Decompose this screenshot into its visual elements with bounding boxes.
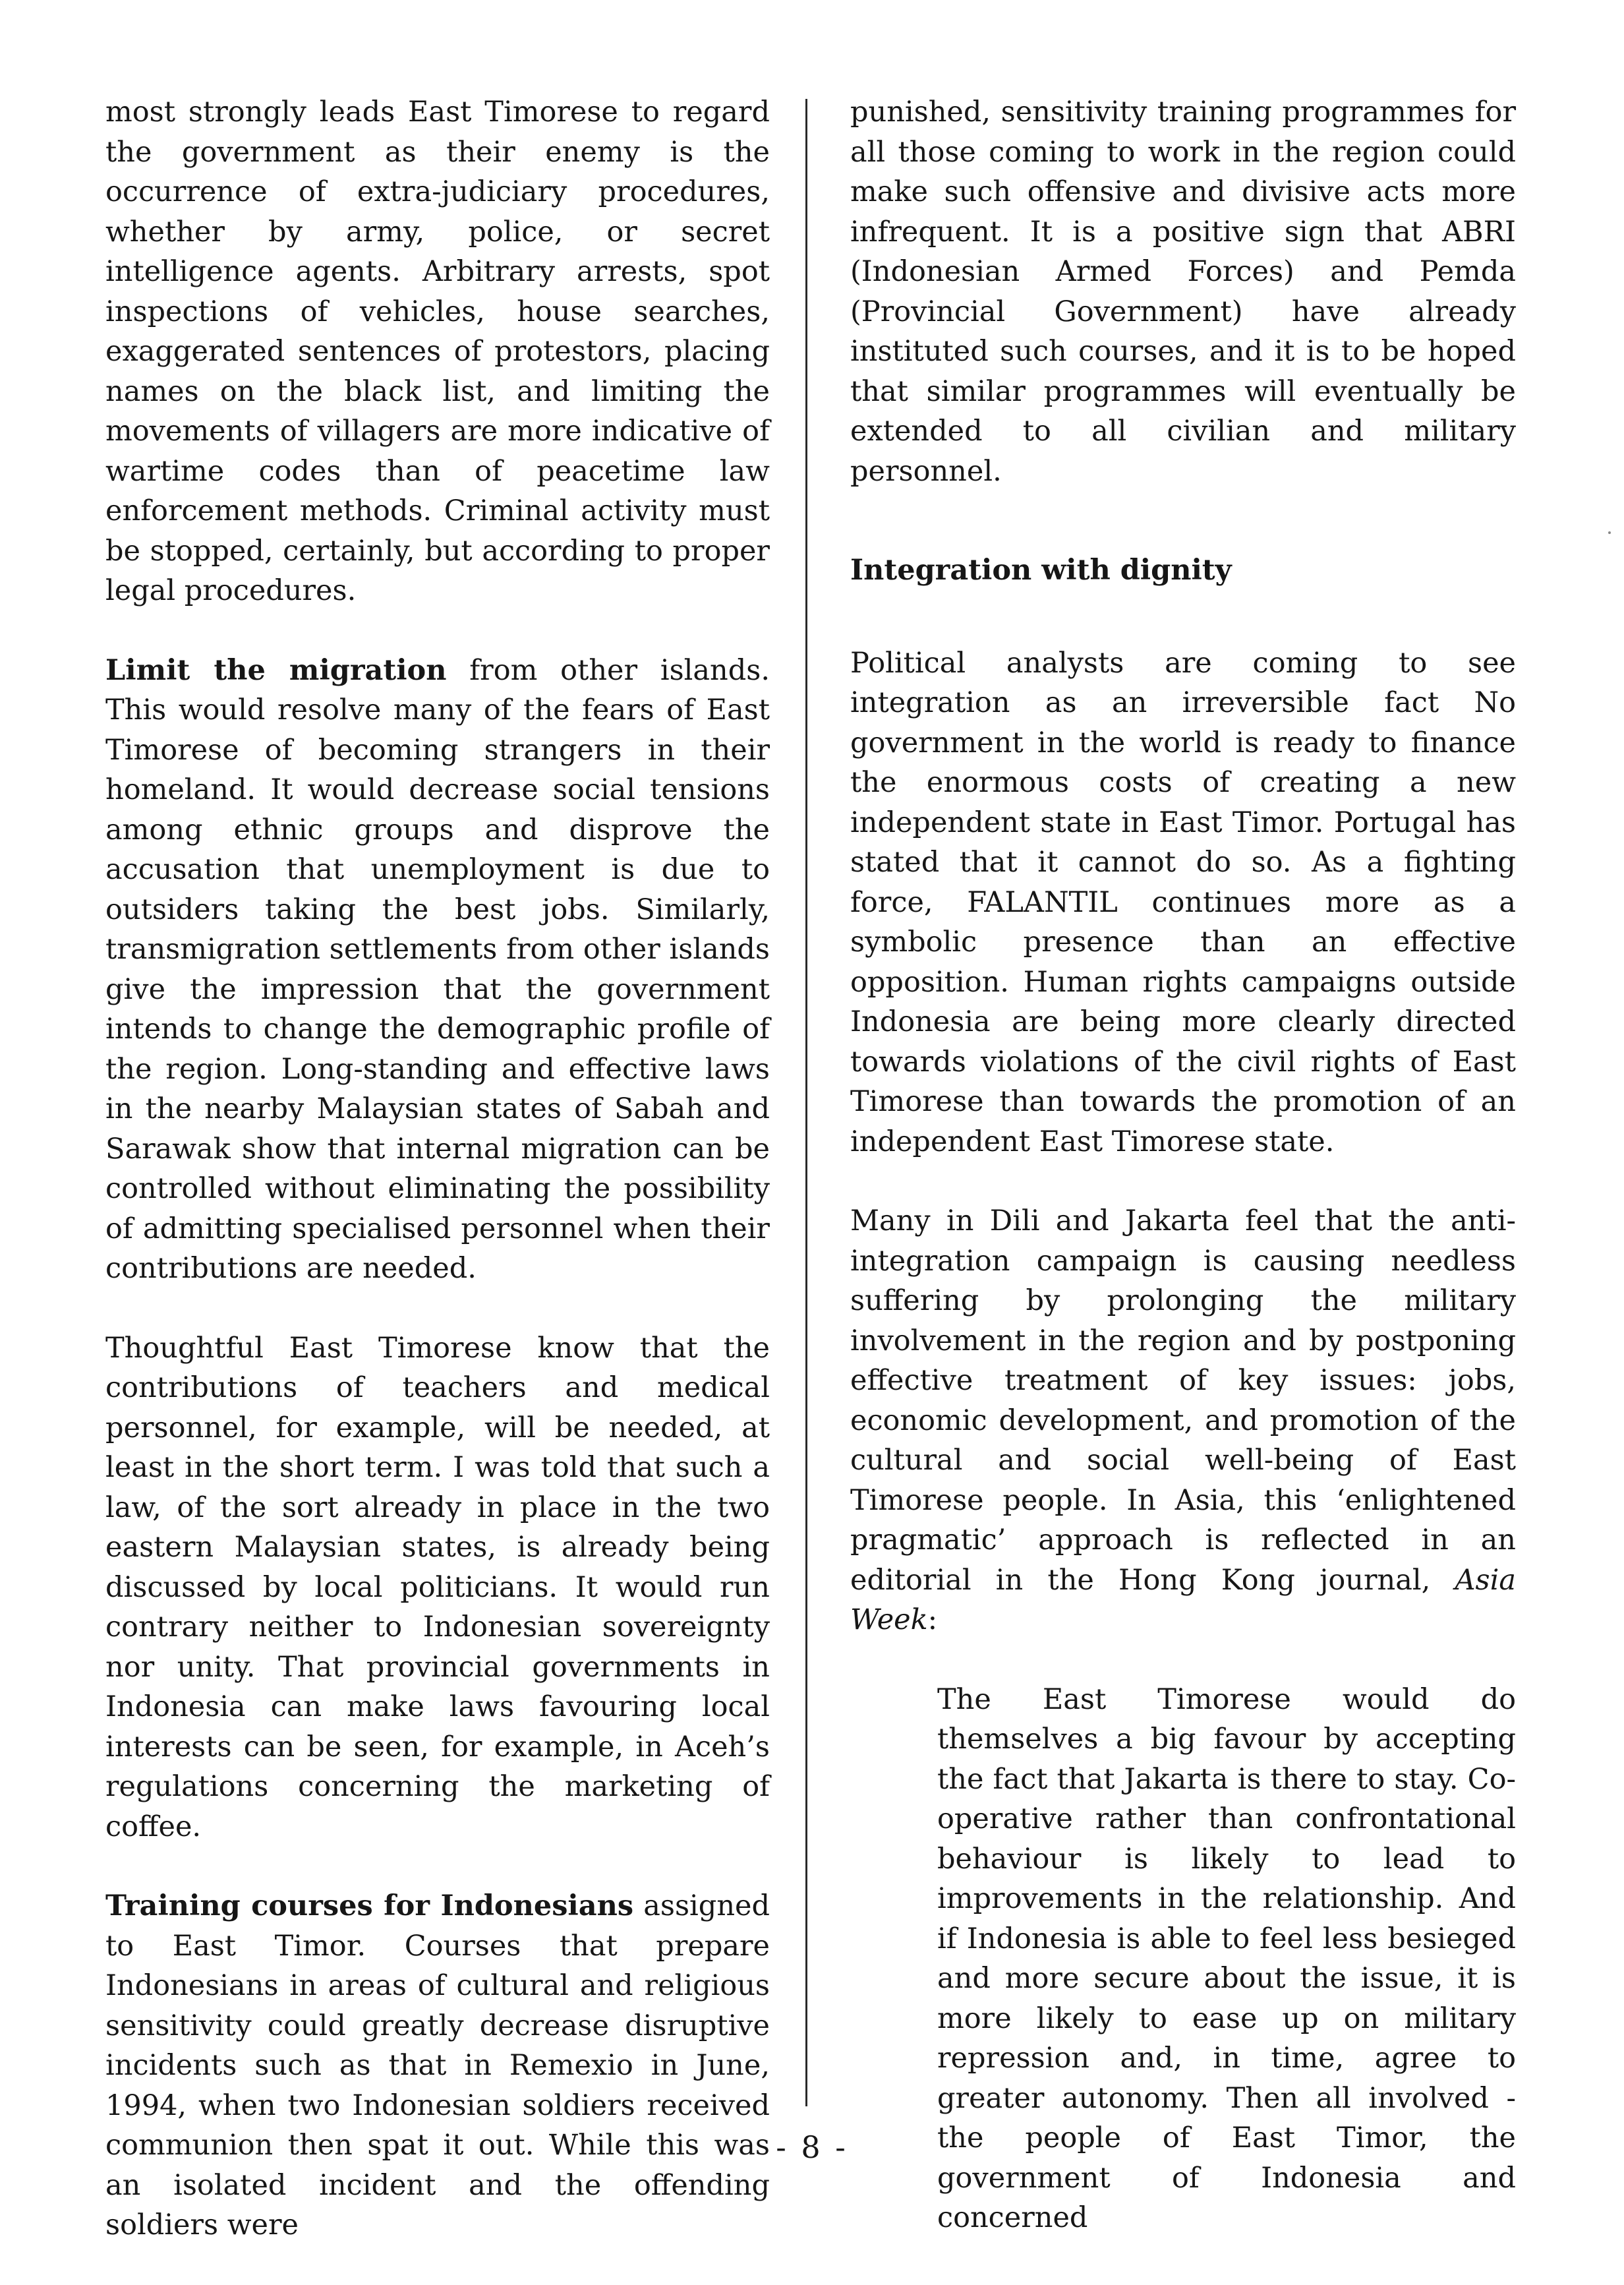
paragraph-limit-migration: [105, 651, 770, 1289]
paragraph-dili-jakarta: [850, 1201, 1516, 1640]
page-number: - 8 -: [776, 2129, 848, 2165]
column-divider: [805, 99, 807, 2106]
paragraph-training-courses: [105, 1886, 770, 2245]
run-in-heading-training-courses: Training courses for Indonesians: [105, 1889, 634, 1922]
paragraph-extra-judiciary: most strongly leads East Timorese to regard the government as their enemy is the occurrence of extra-judiciary procedures, whether by army, police, or secret intelligence agents. Arbitrary arrests, spot inspections of vehicles, house searches, exaggerated sentences of protestors, placing names on the black list, and limiting the movements of villagers are more indicative of wartime codes than of peacetime law enforcement methods. Criminal activity must be stopped, certainly, but according to proper legal procedures.: [105, 96, 770, 607]
left-column: [105, 92, 770, 2285]
paragraph-dili-jakarta-text: Many in Dili and Jakarta feel that the anti-integration campaign is causing needless suffering by prolonging the military involvement in the region and by postponing effective treatment of key issues: jobs, economic development, and promotion of the cultural and social well-being of East Timorese people. In Asia, this ‘enlightened pragmatic’ approach is reflected in an editorial in the Hong Kong journal,: [850, 1204, 1516, 1597]
paragraph-limit-migration-text: from other islands. This would resolve many of the fears of East Timorese of becoming strangers in their homeland. It would decrease social tensions among ethnic groups and disprove the accusation that unemployment is due to outsiders taking the best jobs. Similarly, transmigration settlements from other islands give the impression that the government intends to change the demographic profile of the region. Long-standing and effective laws in the nearby Malaysian states of Sabah and Sarawak show that internal migration can be controlled without eliminating the possibility of admitting specialised personnel when their contributions are needed.: [105, 653, 770, 1285]
section-heading-integration: Integration with dignity: [850, 554, 1232, 587]
paragraph-thoughtful-east-timorese: Thoughtful East Timorese know that the contributions of teachers and medical personnel, for example, will be needed, at least in the short term. I was told that such a law, of the sort already in place in the two eastern Malaysian states, is already being discussed by local politicians. It would run contrary neither to Indonesian sovereignty nor unity. That provincial governments in Indonesia can make laws favouring local interests can be seen, for example, in Aceh’s regulations concerning the marketing of coffee.: [105, 1331, 770, 1843]
right-column: [850, 92, 1516, 2278]
paragraph-dili-jakarta-end: :: [927, 1603, 938, 1636]
paragraph-training-courses-text: assigned to East Timor. Courses that prepare Indonesians in areas of cultural and religious sensitivity could greatly decrease disruptive incidents such as that in Remexio in June, 1994, when two Indonesian soldiers received communion then spat it out. While this was an isolated incident and the offending soldiers were: [105, 1889, 770, 2241]
paragraph-political-analysts: Political analysts are coming to see integration as an irreversible fact No government in the world is ready to finance the enormous costs of creating a new independent state in East Timor. Portugal has stated that it cannot do so. As a fighting force, FALANTIL continues more as a symbolic presence than an effective opposition. Human rights campaigns outside Indonesia are being more clearly directed towards violations of the civil rights of East Timorese than towards the promotion of an independent East Timorese state.: [850, 646, 1516, 1158]
journal-title: Asia Week: [850, 1563, 1516, 1636]
scan-speck: [1608, 531, 1611, 534]
run-in-heading-limit-migration: Limit the migration: [105, 653, 447, 687]
block-quote-asia-week: The East Timorese would do themselves a big favour by accepting the fact that Jakarta is there to stay. Co-operative rather than confrontational behaviour is likely to lead to improvements in the relationship. And if Indonesia is able to feel less besieged and more secure about the issue, it is more likely to ease up on military repression and, in time, agree to greater autonomy. Then all involved - the people of East Timor, the government of Indonesia and concerned: [937, 1682, 1516, 2234]
paragraph-sensitivity-training: punished, sensitivity training programmes for all those coming to work in the region could make such offensive and divisive acts more infrequent. It is a positive sign that ABRI (Indonesian Armed Forces) and Pemda (Provincial Government) have already instituted such courses, and it is to be hoped that similar programmes will eventually be extended to all civilian and military personnel.: [850, 96, 1516, 488]
